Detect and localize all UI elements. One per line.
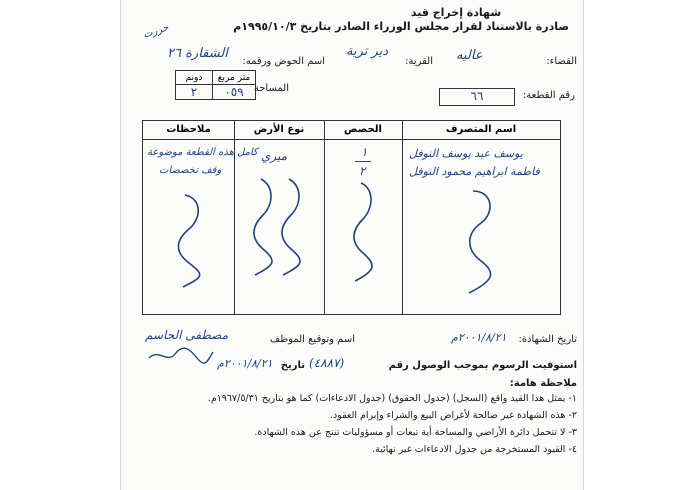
column-header-remarks: ملاحظات: [166, 124, 211, 135]
owner-name: فاطمة ابراهيم محمود النوفل: [409, 165, 540, 178]
area-header-sqm: متر مربع: [213, 71, 256, 85]
employee-label: اسم وتوقيع الموظف: [269, 334, 355, 345]
area-value-sqm: ٠٥٩: [213, 85, 256, 100]
strike-mark-owner: [469, 191, 491, 293]
certificate-title: شهادة إخراج قيد: [410, 6, 502, 19]
column-header-land-type: نوع الأرض: [253, 124, 305, 135]
note-item: ٢- هذه الشهادة غير صالحة لأغراض البيع والشراء وإبرام العقود.: [329, 410, 577, 421]
owner-name: يوسف عبد يوسف النوفل: [409, 147, 523, 160]
parcel-number-box: ٦٦: [439, 88, 515, 106]
zone-value: الشقارة ٢٦: [167, 46, 228, 61]
remarks-line: كامل هذه القطعة موضوعة: [147, 147, 258, 158]
strike-mark-land-2: [282, 179, 300, 275]
remarks-line: وقف تخصصات: [159, 165, 222, 176]
note-item: ٤- القيود المستخرجة من جدول الادعاءات غير نهائية.: [372, 444, 577, 455]
area-label: المساحة: [253, 83, 289, 94]
area-table: [175, 70, 256, 100]
column-header-owner: اسم المتصرف: [445, 124, 517, 135]
fees-statement: استوفيت الرسوم بموجب الوصول رقم: [388, 360, 577, 371]
strike-mark-shares: [354, 183, 372, 281]
village-value: دير ترية: [346, 44, 389, 59]
share-value: ٢: [359, 164, 366, 178]
parcel-label: رقم القطعة:: [522, 90, 575, 101]
employee-signature: مصطفى الجاسم: [145, 328, 228, 342]
zone-label: اسم الحوض ورقمه:: [242, 56, 325, 67]
column-header-shares: الحصص: [344, 124, 382, 135]
signature-scribble: [145, 344, 215, 366]
certificate-paper: [120, 0, 584, 490]
certificate-subtitle: صادرة بالاستناد لقرار مجلس الوزراء الصادر بتاريخ ١٩٩٥/١٠/٣م: [233, 20, 569, 33]
village-label: القرية:: [405, 56, 433, 67]
district-value: عاليه: [456, 48, 483, 63]
handwritten-strike-marks: [143, 121, 560, 314]
area-header-dunam: دونم: [176, 71, 213, 85]
share-value: ١: [361, 145, 368, 159]
corner-handwritten-mark: حررت: [141, 22, 171, 41]
receipt-date-label: تاريخ: [280, 360, 305, 371]
receipt-date-value: ٢٠٠١/٨/٢١م: [217, 357, 273, 370]
land-type-value: ميري: [261, 149, 288, 163]
strike-mark-land-1: [254, 179, 272, 275]
area-value-dunam: ٢: [176, 85, 213, 100]
district-label: القضاء:: [546, 56, 577, 67]
certificate-date-value: ٢٠٠١/٨/٢١م: [451, 331, 507, 344]
strike-mark-remarks: [178, 195, 199, 287]
certificate-date-label: تاريخ الشهادة:: [518, 334, 577, 345]
ownership-table: [142, 120, 561, 315]
receipt-number: (٤٨٨٧): [309, 356, 345, 370]
notes-heading: ملاحظة هامة:: [509, 378, 577, 389]
note-item: ١- يمثل هذا القيد واقع (السجل) (جدول الحقوق) (جدول الادعاءات) كما هو بتاريخ ١٩٦٧/٥/٣١م.: [207, 393, 577, 404]
note-item: ٣- لا تتحمل دائرة الأراضي والمساحة أية تبعات أو مسؤوليات تنتج عن هذه الشهادة.: [254, 427, 577, 438]
